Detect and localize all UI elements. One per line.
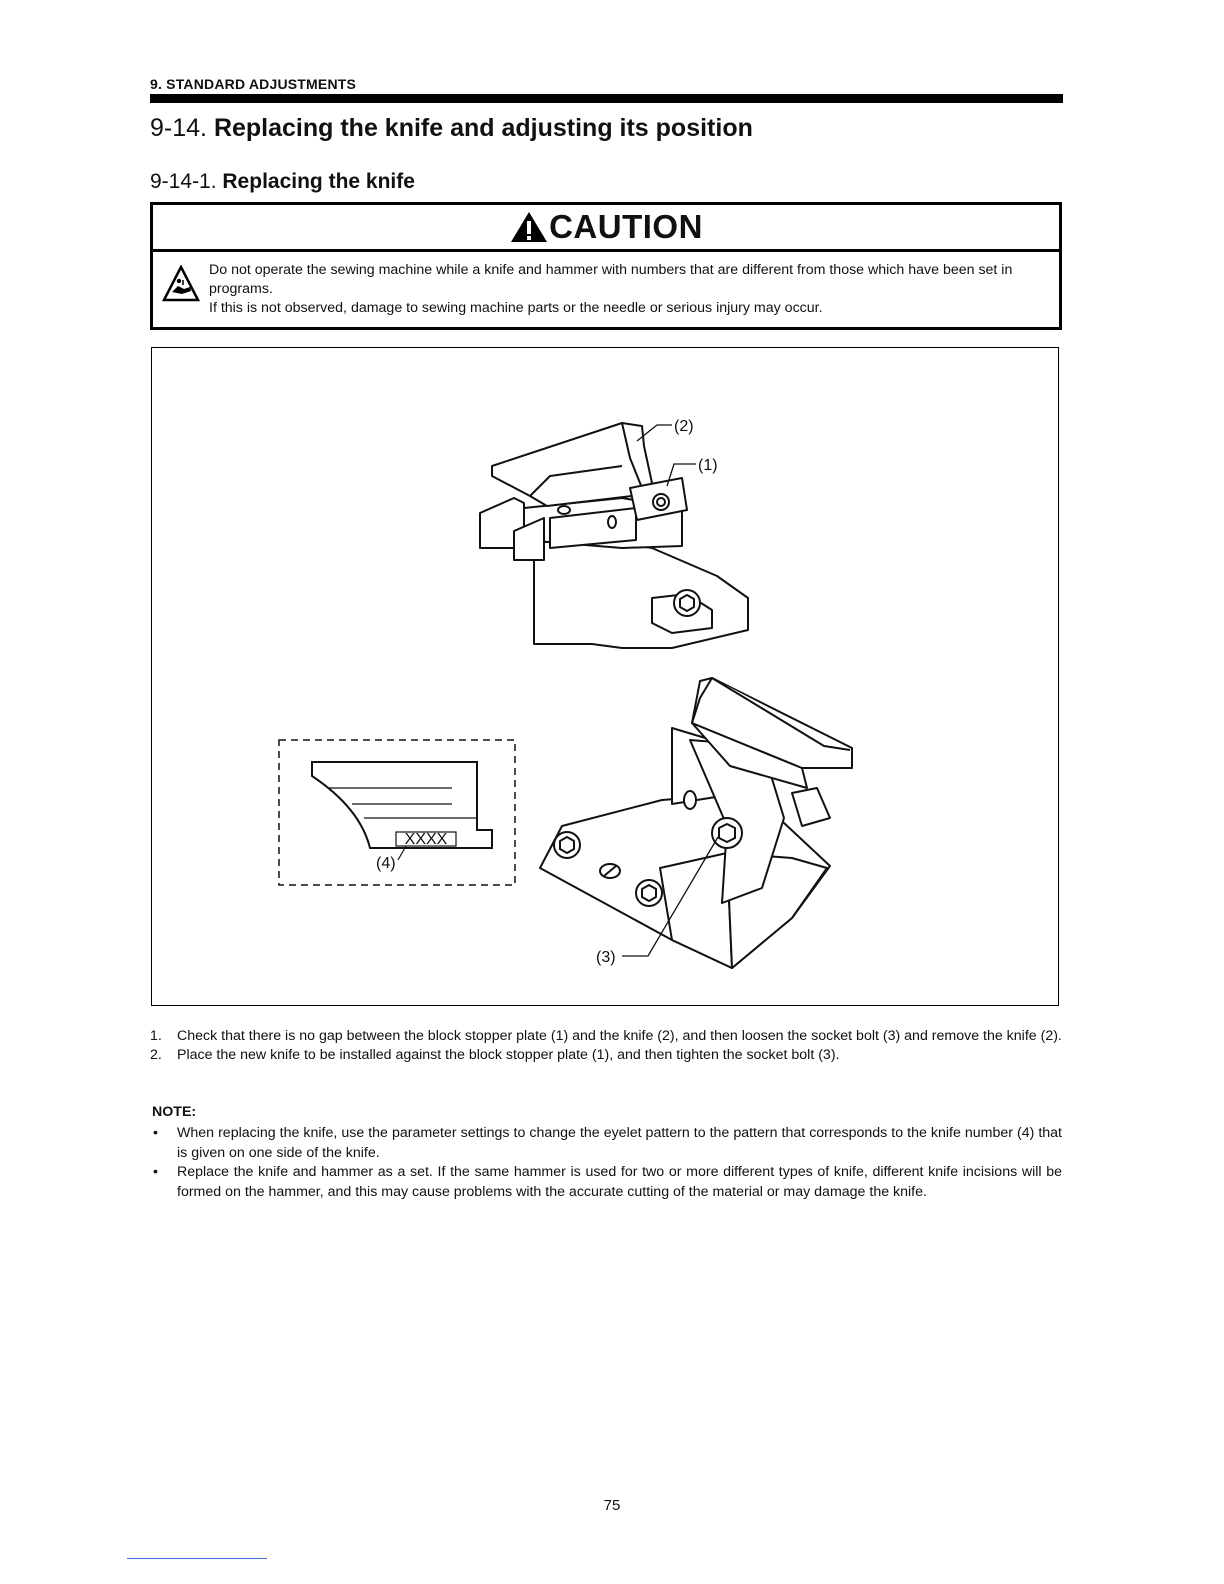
- step-item: [150, 1046, 1062, 1065]
- knife-assembly-illustration: [152, 348, 1058, 1005]
- caution-title: CAUTION: [549, 208, 703, 245]
- caution-box: [150, 202, 1062, 330]
- step-number: 2.: [150, 1047, 162, 1063]
- step-item: [150, 1027, 1062, 1046]
- page-number: 75: [603, 1497, 621, 1514]
- caution-line-1: Do not operate the sewing machine while a knife and hammer with numbers that are different from those which have been set in programs.: [209, 262, 1013, 297]
- hand-injury-warning-icon: [162, 265, 200, 303]
- callout-stopper-plate: (1): [698, 457, 718, 474]
- knife-figure: [151, 347, 1059, 1006]
- section-header: 9. STANDARD ADJUSTMENTS: [150, 76, 357, 92]
- page-title: [150, 114, 753, 143]
- caution-line-2: If this is not observed, damage to sewing machine parts or the needle or serious injury may occur.: [209, 300, 823, 316]
- note-item: [150, 1124, 1062, 1163]
- note-text: When replacing the knife, use the parameter settings to change the eyelet pattern to the pattern that corresponds to the knife number (4) that is given on one side of the knife.: [177, 1125, 1062, 1161]
- title-text: Replacing the knife and adjusting its position: [213, 114, 753, 142]
- knife-number-marking: XXXX: [404, 831, 448, 848]
- caution-text: [209, 261, 1053, 318]
- callout-knife: (2): [674, 418, 694, 435]
- step-text: Check that there is no gap between the block stopper plate (1) and the knife (2), and then loosen the socket bolt (3) and remove the knife (2).: [177, 1028, 1062, 1044]
- step-number: 1.: [150, 1028, 162, 1044]
- section-rule: [150, 94, 1063, 103]
- note-title: NOTE:: [152, 1104, 197, 1120]
- subsection-title: [150, 170, 415, 194]
- title-number: 9-14.: [150, 114, 207, 142]
- procedure-steps: [150, 1027, 1062, 1065]
- callout-socket-bolt: (3): [596, 949, 616, 966]
- note-item: [150, 1163, 1062, 1202]
- note-list: [150, 1124, 1062, 1202]
- warning-triangle-icon: [509, 210, 549, 244]
- subtitle-text: Replacing the knife: [222, 170, 415, 193]
- bullet-icon: •: [153, 1125, 158, 1141]
- note-text: Replace the knife and hammer as a set. If the same hammer is used for two or more different types of knife, different knife incisions will be formed on the hammer, and this may cause problems with the accurate cutting of the material or may damage the knife.: [177, 1164, 1062, 1200]
- subtitle-number: 9-14-1.: [150, 170, 217, 193]
- callout-knife-number: (4): [376, 855, 396, 872]
- step-text: Place the new knife to be installed against the block stopper plate (1), and then tighten the socket bolt (3).: [177, 1047, 840, 1063]
- footer-link-underline[interactable]: [127, 1558, 267, 1559]
- bullet-icon: •: [153, 1164, 158, 1180]
- caution-header: [153, 205, 1059, 252]
